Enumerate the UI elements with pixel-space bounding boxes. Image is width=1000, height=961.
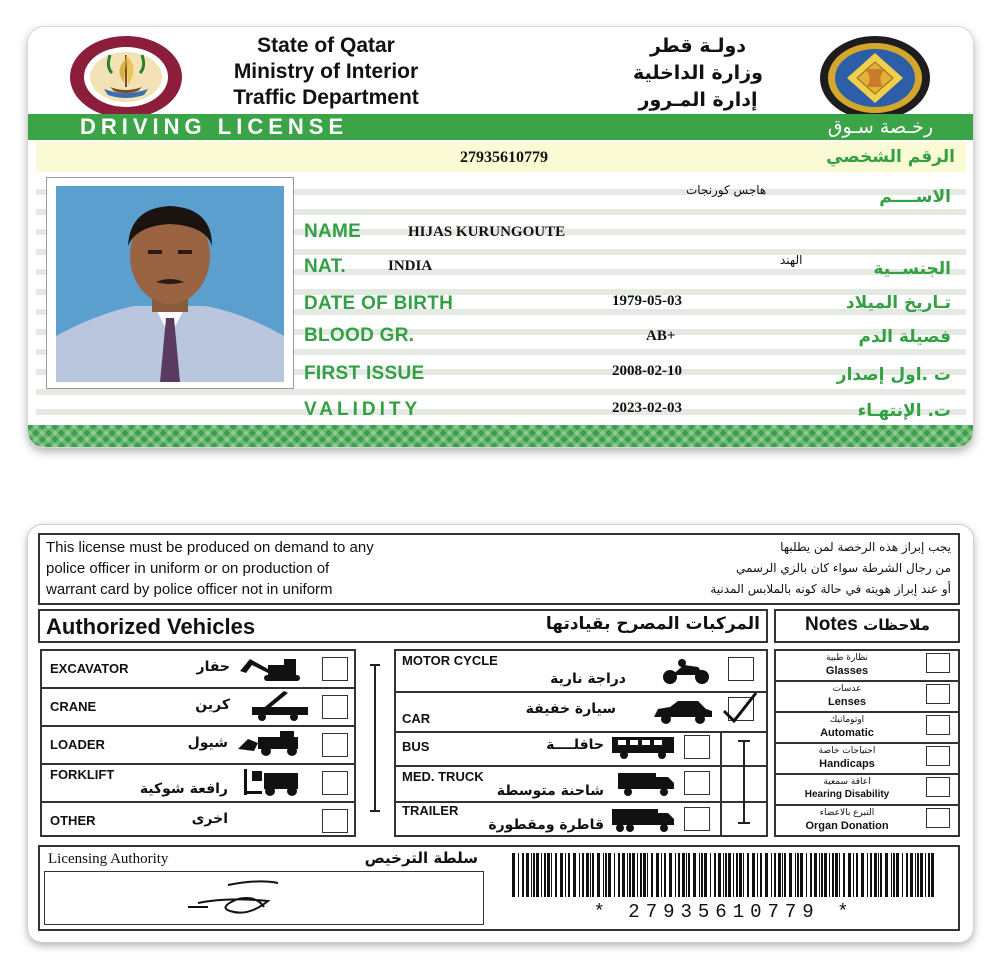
note-label-glasses-ar: نظارة طبية (826, 653, 868, 663)
checkbox-trailer[interactable] (684, 807, 710, 831)
header-department-ar: إدارة المـرور (638, 89, 758, 111)
name-label-ar: الاســــم (879, 187, 951, 207)
notes-title (780, 614, 955, 636)
barcode-bar (839, 853, 840, 897)
blood-group-label: BLOOD GR. (304, 325, 415, 346)
notice-line-ar: يجب إبراز هذه الرخصة لمن يطلبها (780, 540, 951, 554)
notice-line-ar: من رجال الشرطة سواء كان بالزي الرسمي (735, 561, 951, 575)
barcode-bar (686, 853, 687, 897)
barcode-bar (821, 853, 823, 897)
barcode-bar (782, 853, 783, 897)
license-title-ar: رخـصة سـوق (827, 116, 933, 138)
barcode-bar (760, 853, 762, 897)
barcode-bar (920, 853, 923, 897)
excavator-icon (238, 657, 310, 683)
car-icon (650, 699, 716, 725)
barcode-bar (512, 853, 515, 897)
barcode-bar (843, 853, 845, 897)
authorized-vehicles-title: Authorized Vehicles (46, 614, 256, 639)
vehicle-label-med-truck: MED. TRUCK (402, 769, 484, 784)
barcode-bar (551, 853, 552, 897)
barcode-bar (590, 853, 591, 897)
header-english (186, 33, 466, 111)
first-issue-label-ar: ت .اول إصدار (836, 365, 951, 385)
barcode-bar (526, 853, 529, 897)
note-label-automatic-ar: اوتوماتيك (829, 715, 865, 725)
header-ministry-ar: وزارة الداخلية (633, 62, 763, 84)
barcode-bar (819, 853, 820, 897)
nationality-value: INDIA (388, 258, 433, 274)
note-label-lenses-ar: عدسات (832, 684, 862, 694)
barcode-bar (597, 853, 600, 897)
barcode-bar (885, 853, 888, 897)
trailer-icon (610, 807, 676, 833)
checkbox-motorcycle[interactable] (728, 657, 754, 681)
barcode-bar (560, 853, 563, 897)
header-state: State of Qatar (257, 34, 395, 57)
first-issue-value: 2008-02-10 (612, 363, 682, 379)
barcode-bar (739, 853, 742, 897)
barcode-bar (810, 853, 812, 897)
barcode-bar (688, 853, 690, 897)
vertical-stamp-mark-icon (364, 661, 386, 821)
nationality-arabic-value: الهند (780, 253, 803, 267)
barcode-bar (832, 853, 834, 897)
barcode-bar (682, 853, 685, 897)
barcode-bar (771, 853, 772, 897)
barcode-bar (757, 853, 758, 897)
forklift-icon (240, 767, 310, 797)
validity-label: VALIDITY (304, 399, 422, 420)
licensing-authority-label-ar: سلطة الترخيص (364, 849, 478, 867)
vehicle-label-bus: BUS (402, 739, 430, 754)
notice-line-ar: أو عند إبراز هويته في حالة كونه بالملابس المدنية (710, 582, 951, 596)
barcode-bar (867, 853, 868, 897)
barcode-bar (710, 853, 711, 897)
barcode-bar (774, 853, 776, 897)
note-label-handicaps: Handicaps (819, 758, 875, 770)
checkbox-handicaps[interactable] (926, 746, 950, 766)
barcode-bar (800, 853, 803, 897)
barcode-bar (637, 853, 638, 897)
license-front (28, 27, 973, 447)
barcode-bar (931, 853, 934, 897)
notice-english (46, 537, 566, 600)
vehicle-label-motorcycle-ar: دراجة نارية (550, 671, 626, 687)
note-label-hearing-ar: اعاقة سمعية (823, 777, 871, 787)
barcode-bar (547, 853, 550, 897)
dob-label: DATE OF BIRTH (304, 293, 454, 314)
decorative-border-pattern (28, 425, 973, 447)
vehicle-label-motorcycle: MOTOR CYCLE (402, 653, 498, 668)
note-label-handicaps-ar: احتياجات خاصة (818, 746, 876, 756)
barcode-bar (618, 853, 620, 897)
bus-icon (610, 735, 676, 759)
barcode-bar (723, 853, 724, 897)
barcode-bar (784, 853, 786, 897)
barcode-bar (586, 853, 589, 897)
barcode-number: * 27935610779 * (593, 901, 855, 923)
barcode-bar (627, 853, 628, 897)
note-label-glasses: Glasses (825, 665, 869, 677)
checkbox-bus[interactable] (684, 735, 710, 759)
barcode-bar (896, 853, 899, 897)
signature-icon (168, 877, 318, 921)
vehicle-label-other: OTHER (50, 813, 96, 828)
barcode-bar (814, 853, 817, 897)
vehicle-label-med-truck-ar: شاحنة متوسطة (496, 783, 604, 799)
license-title: DRIVING LICENSE (80, 114, 349, 139)
barcode-bar (678, 853, 680, 897)
blood-group-label-ar: فصيلة الدم (858, 327, 951, 347)
barcode-bar (632, 853, 635, 897)
barcode-bar (891, 853, 892, 897)
barcode-bar (824, 853, 827, 897)
notice-line: warrant card by police officer not in uniform (46, 581, 333, 598)
barcode-bar (693, 853, 696, 897)
check-mark-icon (720, 689, 760, 725)
dob-value: 1979-05-03 (612, 293, 682, 309)
barcode-bar (614, 853, 615, 897)
barcode-bar (728, 853, 731, 897)
barcode-bar (605, 853, 607, 897)
checkbox-med-truck[interactable] (684, 771, 710, 795)
notes-title-en: Notes (805, 614, 858, 635)
barcode-bar (880, 853, 882, 897)
barcode-bar (714, 853, 716, 897)
name-arabic-value: هاجس كورنجات (686, 183, 767, 197)
header-ministry: Ministry of Interior (233, 60, 419, 83)
barcode-bar (874, 853, 877, 897)
barcode-bar (765, 853, 768, 897)
barcode-bar (829, 853, 830, 897)
checkbox-automatic[interactable] (926, 715, 950, 735)
barcode-bar (718, 853, 721, 897)
checkbox-hearing[interactable] (926, 777, 950, 797)
vehicle-label-bus-ar: حافلــــة (546, 737, 604, 753)
barcode-bar (533, 853, 535, 897)
licensing-authority-label: Licensing Authority (48, 851, 169, 867)
loader-icon (236, 729, 312, 757)
gcc-emblem-icon (817, 33, 933, 123)
checkbox-glasses[interactable] (926, 653, 950, 673)
barcode-bar (902, 853, 903, 897)
header-arabic (598, 33, 798, 114)
barcode-bar (853, 853, 854, 897)
barcode-bar (536, 853, 539, 897)
barcode-bar (733, 853, 734, 897)
barcode-bar (541, 853, 542, 897)
vehicle-label-car: CAR (402, 711, 431, 726)
vehicle-label-excavator: EXCAVATOR (50, 661, 129, 676)
barcode-bar (669, 853, 672, 897)
dob-label-ar: تـاريخ الميلاد (845, 293, 951, 313)
ministry-of-interior-emblem-icon (66, 33, 186, 121)
barcode-bar (925, 853, 926, 897)
barcode-bar (661, 853, 662, 897)
barcode-bar (518, 853, 519, 897)
barcode (510, 853, 938, 897)
barcode-bar (555, 853, 557, 897)
checkbox-organ[interactable] (926, 808, 950, 828)
nationality-label-ar: الجنســية (873, 259, 951, 279)
barcode-bar (835, 853, 838, 897)
notice-line: police officer in uniform or on production of (46, 560, 330, 577)
barcode-bar (592, 853, 594, 897)
barcode-bar (856, 853, 858, 897)
barcode-bar (789, 853, 792, 897)
barcode-bar (699, 853, 700, 897)
barcode-bar (675, 853, 676, 897)
barcode-bar (795, 853, 796, 897)
barcode-bar (573, 853, 576, 897)
note-label-organ-ar: التبرع بالاعضاء (819, 808, 875, 818)
authorized-vehicles-title-ar: المركبات المصرح بقيادتها (545, 614, 760, 634)
barcode-bar (522, 853, 524, 897)
checkbox-other[interactable] (322, 809, 348, 833)
barcode-bar (647, 853, 648, 897)
barcode-bar (603, 853, 604, 897)
name-value: HIJAS KURUNGOUTE (408, 224, 566, 240)
vehicle-label-loader-ar: شيول (187, 735, 228, 751)
barcode-bar (582, 853, 584, 897)
vehicle-label-loader: LOADER (50, 737, 105, 752)
barcode-bar (629, 853, 631, 897)
notice-arabic (591, 537, 951, 600)
vehicle-label-trailer: TRAILER (402, 803, 459, 818)
barcode-bar (910, 853, 913, 897)
note-label-hearing: Hearing Disability (804, 789, 890, 800)
header-state-ar: دولـة قطر (649, 35, 747, 57)
barcode-bar (725, 853, 727, 897)
vehicle-label-crane: CRANE (50, 699, 97, 714)
barcode-bar (568, 853, 570, 897)
barcode-bar (640, 853, 642, 897)
vertical-stamp-mark-icon (732, 737, 756, 831)
barcode-bar (778, 853, 781, 897)
barcode-bar (747, 853, 749, 897)
motorcycle-icon (658, 657, 714, 685)
note-label-lenses: Lenses (828, 696, 866, 708)
holder-photo (56, 186, 284, 382)
note-label-automatic: Automatic (820, 727, 874, 739)
barcode-bar (906, 853, 908, 897)
barcode-bar (701, 853, 703, 897)
vehicle-label-excavator-ar: حفار (196, 659, 230, 675)
barcode-bar (861, 853, 864, 897)
first-issue-label: FIRST ISSUE (304, 363, 425, 384)
barcode-bar (531, 853, 532, 897)
barcode-bar (893, 853, 895, 897)
vehicle-label-trailer-ar: قاطرة ومقطورة (488, 817, 604, 833)
barcode-bar (651, 853, 653, 897)
checkbox-crane[interactable] (322, 695, 348, 719)
license-back (28, 525, 973, 942)
notes-title-ar: ملاحظات (863, 616, 930, 634)
vehicle-label-forklift-ar: رافعة شوكية (139, 781, 228, 797)
nationality-label: NAT. (304, 256, 347, 277)
truck-icon (616, 771, 676, 797)
barcode-bar (656, 853, 659, 897)
barcode-bar (848, 853, 851, 897)
checkbox-excavator[interactable] (322, 657, 348, 681)
blood-group-value: AB+ (646, 328, 676, 344)
personal-number: 27935610779 (460, 149, 548, 166)
validity-label-ar: ت. الإنتهـاء (857, 401, 951, 421)
barcode-bar (917, 853, 919, 897)
note-label-organ: Organ Donation (805, 820, 889, 832)
barcode-bar (664, 853, 666, 897)
checkbox-forklift[interactable] (322, 771, 348, 795)
name-label: NAME (304, 221, 362, 242)
barcode-bar (579, 853, 580, 897)
notice-line: This license must be produced on demand to any (46, 539, 374, 556)
barcode-bar (743, 853, 744, 897)
barcode-bar (565, 853, 566, 897)
barcode-bar (870, 853, 872, 897)
personal-number-label-ar: الرقم الشخصي (826, 147, 955, 167)
checkbox-lenses[interactable] (926, 684, 950, 704)
vehicle-label-crane-ar: كرين (195, 697, 230, 713)
barcode-bar (915, 853, 916, 897)
barcode-bar (736, 853, 738, 897)
barcode-bar (806, 853, 807, 897)
header-department: Traffic Department (233, 86, 419, 109)
barcode-bar (797, 853, 799, 897)
vehicle-label-other-ar: اخرى (191, 811, 228, 827)
barcode-bar (928, 853, 930, 897)
barcode-bar (878, 853, 879, 897)
checkbox-loader[interactable] (322, 733, 348, 757)
vehicle-label-car-ar: سيارة خفيفة (525, 701, 616, 717)
barcode-bar (544, 853, 546, 897)
barcode-bar (608, 853, 611, 897)
barcode-bar (622, 853, 625, 897)
barcode-bar (643, 853, 646, 897)
validity-value: 2023-02-03 (612, 400, 682, 416)
barcode-bar (752, 853, 755, 897)
crane-icon (250, 689, 310, 721)
vehicle-label-forklift: FORKLIFT (50, 767, 115, 782)
barcode-bar (704, 853, 707, 897)
